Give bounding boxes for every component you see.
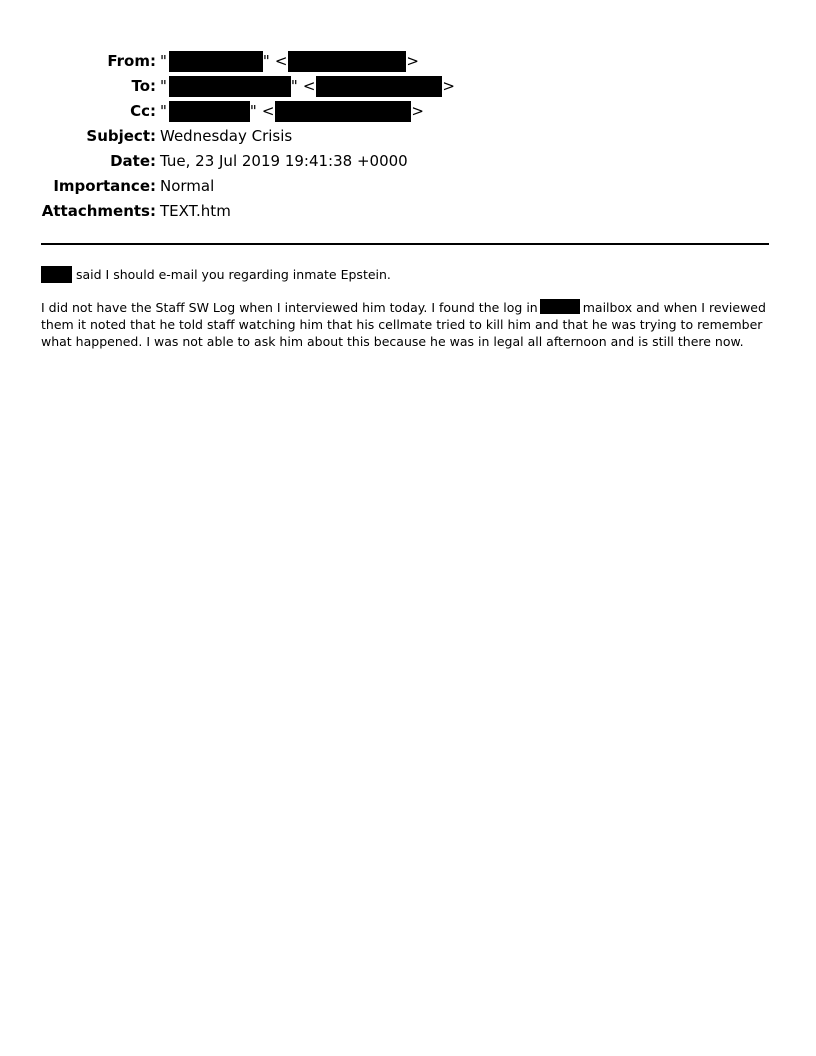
importance-row — [0, 174, 816, 199]
to-value — [160, 74, 455, 99]
to-label: To: — [131, 77, 156, 95]
redaction-block — [316, 76, 442, 97]
body-paragraph-1 — [41, 265, 781, 284]
redaction-block — [275, 101, 411, 122]
redaction-block — [41, 266, 72, 283]
body-paragraph-1-text: said I should e-mail you regarding inmate Epstein. — [76, 267, 391, 282]
attachments-row — [0, 199, 816, 224]
attachments-value[interactable]: TEXT.htm — [160, 202, 231, 220]
subject-value: Wednesday Crisis — [160, 127, 293, 145]
quote-close: " — [290, 77, 298, 95]
to-row — [0, 74, 816, 99]
redaction-block — [169, 76, 291, 97]
email-header — [0, 49, 816, 224]
subject-row — [0, 124, 816, 149]
angle-open: < — [302, 77, 316, 95]
importance-label: Importance: — [53, 177, 156, 195]
quote-open: " — [160, 52, 167, 70]
quote-close: " — [249, 102, 257, 120]
quote-open: " — [160, 77, 167, 95]
cc-value — [160, 99, 424, 124]
date-row — [0, 149, 816, 174]
attachments-label: Attachments: — [41, 202, 156, 220]
from-value — [160, 49, 419, 74]
body-paragraph-2-start: I did not have the Staff SW Log when I interviewed him today. I found the log in — [41, 300, 538, 315]
redaction-block — [169, 101, 250, 122]
header-divider — [41, 243, 769, 245]
cc-row — [0, 99, 816, 124]
quote-open: " — [160, 102, 167, 120]
importance-value: Normal — [160, 177, 215, 195]
date-value: Tue, 23 Jul 2019 19:41:38 +0000 — [160, 152, 408, 170]
subject-label: Subject: — [86, 127, 156, 145]
angle-close: > — [442, 77, 455, 95]
redaction-block — [169, 51, 263, 72]
body-paragraph-2-end: mailbox and when I reviewed them it noted that he told staff watching him that his cellmate tried to kill him and that he was trying to remember what happened. I was not able to ask him about this because he was in legal all afternoon and is still there now. — [41, 300, 766, 349]
email-body — [41, 265, 781, 350]
body-paragraph-2 — [41, 299, 781, 350]
redaction-block — [540, 299, 580, 314]
cc-label: Cc: — [130, 102, 156, 120]
redaction-block — [288, 51, 406, 72]
from-label: From: — [107, 52, 156, 70]
angle-close: > — [411, 102, 424, 120]
quote-close: " — [262, 52, 270, 70]
angle-open: < — [261, 102, 275, 120]
from-row — [0, 49, 816, 74]
angle-open: < — [274, 52, 288, 70]
angle-close: > — [406, 52, 419, 70]
date-label: Date: — [110, 152, 156, 170]
